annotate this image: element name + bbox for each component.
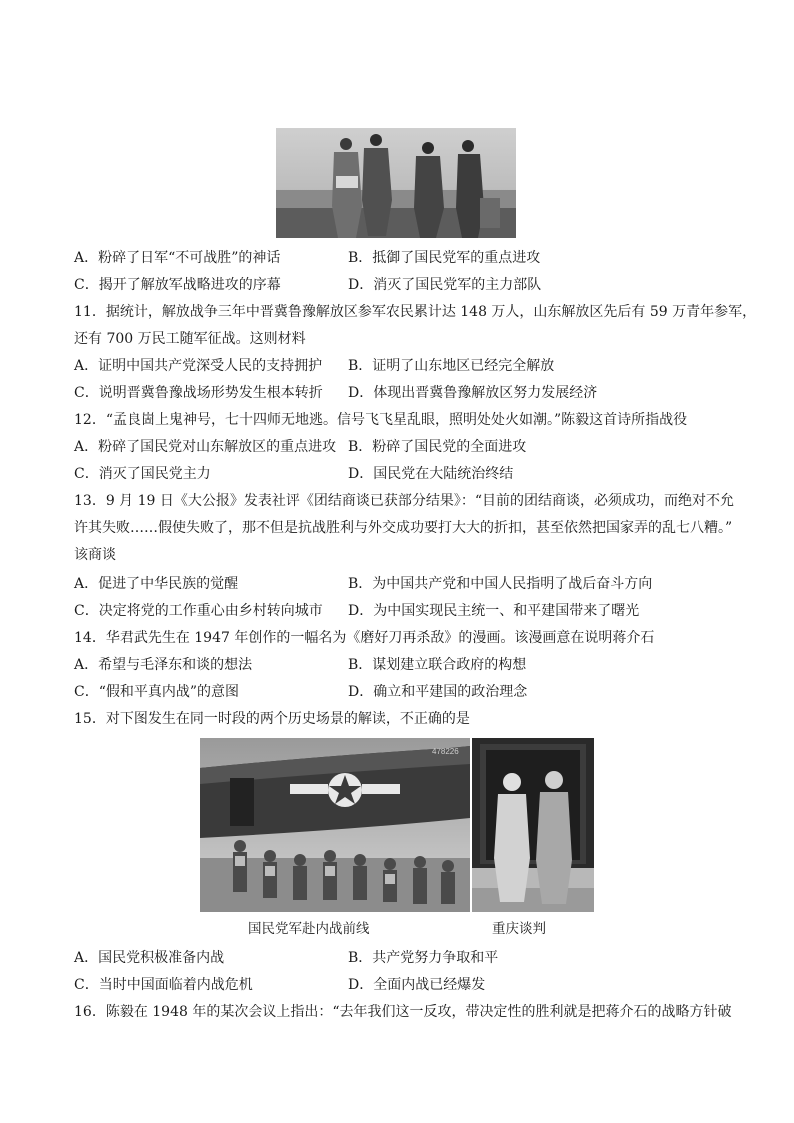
q10-option-c: C．揭开了解放军战略进攻的序幕 xyxy=(74,277,281,293)
q14-stem: 14．华君武先生在 1947 年创作的一幅名为《磨好刀再杀敌》的漫画。该漫画意在说明蒋介石 xyxy=(74,630,655,646)
q12-option-c: C．消灭了国民党主力 xyxy=(74,466,211,482)
photo-chongqing-negotiation xyxy=(472,738,594,912)
q12-option-a: A．粉碎了国民党对山东解放区的重点进攻 xyxy=(74,439,337,455)
caption-troops: 国民党军赴内战前线 xyxy=(248,921,370,937)
q12-option-d: D．国民党在大陆统治终结 xyxy=(348,466,514,482)
q16-stem: 16．陈毅在 1948 年的某次会议上指出：“去年我们这一反攻，带决定性的胜利就是把蒋介石的战略方针破 xyxy=(74,1004,732,1020)
q13-stem-line3: 该商谈 xyxy=(74,547,116,563)
q12-stem: 12．“孟良崮上鬼神号，七十四师无地逃。信号飞飞星乱眼，照明处处火如潮。”陈毅这首诗所指战役 xyxy=(74,412,688,428)
q15-stem: 15．对下图发生在同一时段的两个历史场景的解读，不正确的是 xyxy=(74,711,470,727)
q13-option-a: A．促进了中华民族的觉醒 xyxy=(74,576,239,592)
q14-option-b: B．谋划建立联合政府的构想 xyxy=(348,657,527,673)
q13-option-d: D．为中国实现民主统一、和平建国带来了曙光 xyxy=(348,603,640,619)
q15-option-a: A．国民党积极准备内战 xyxy=(74,950,225,966)
q11-option-a: A．证明中国共产党深受人民的支持拥护 xyxy=(74,358,323,374)
q10-option-b: B．抵御了国民党军的重点进攻 xyxy=(348,250,541,266)
q12-option-b: B．粉碎了国民党的全面进攻 xyxy=(348,439,527,455)
caption-chongqing: 重庆谈判 xyxy=(492,921,546,937)
q15-option-c: C．当时中国面临着内战危机 xyxy=(74,977,253,993)
q10-option-d: D．消灭了国民党军的主力部队 xyxy=(348,277,542,293)
plane-number: 478226 xyxy=(432,747,459,756)
q11-option-d: D．体现出晋冀鲁豫解放区努力发展经济 xyxy=(348,385,598,401)
photo-troops-airplane xyxy=(200,738,470,912)
q11-option-c: C．说明晋冀鲁豫战场形势发生根本转折 xyxy=(74,385,323,401)
q11-option-b: B．证明了山东地区已经完全解放 xyxy=(348,358,555,374)
q14-option-d: D．确立和平建国的政治理念 xyxy=(348,684,528,700)
q14-option-c: C．“假和平真内战”的意图 xyxy=(74,684,240,700)
q13-option-c: C．决定将党的工作重心由乡村转向城市 xyxy=(74,603,323,619)
q11-stem-line1: 11．据统计，解放战争三年中晋冀鲁豫解放区参军农民累计达 148 万人，山东解放区先后有 59 万青年参军， xyxy=(74,304,757,320)
q10-option-a: A．粉碎了日军“不可战胜”的神话 xyxy=(74,250,281,266)
q13-stem-line1: 13．9 月 19 日《大公报》发表社评《团结商谈已获部分结果》：“目前的团结商谈，必须成功，而绝对不允 xyxy=(74,493,735,509)
q13-option-b: B．为中国共产党和中国人民指明了战后奋斗方向 xyxy=(348,576,653,592)
q13-stem-line2: 许其失败……假使失败了，那不但是抗战胜利与外交成功要打大大的折扣，甚至依然把国家弄的乱七八糟。” xyxy=(74,520,733,536)
q11-stem-line2: 还有 700 万民工随军征战。这则材料 xyxy=(74,331,306,347)
q15-option-b: B．共产党努力争取和平 xyxy=(348,950,499,966)
q14-option-a: A．希望与毛泽东和谈的想法 xyxy=(74,657,253,673)
photo-soldiers-standing xyxy=(276,128,516,238)
q15-option-d: D．全面内战已经爆发 xyxy=(348,977,486,993)
